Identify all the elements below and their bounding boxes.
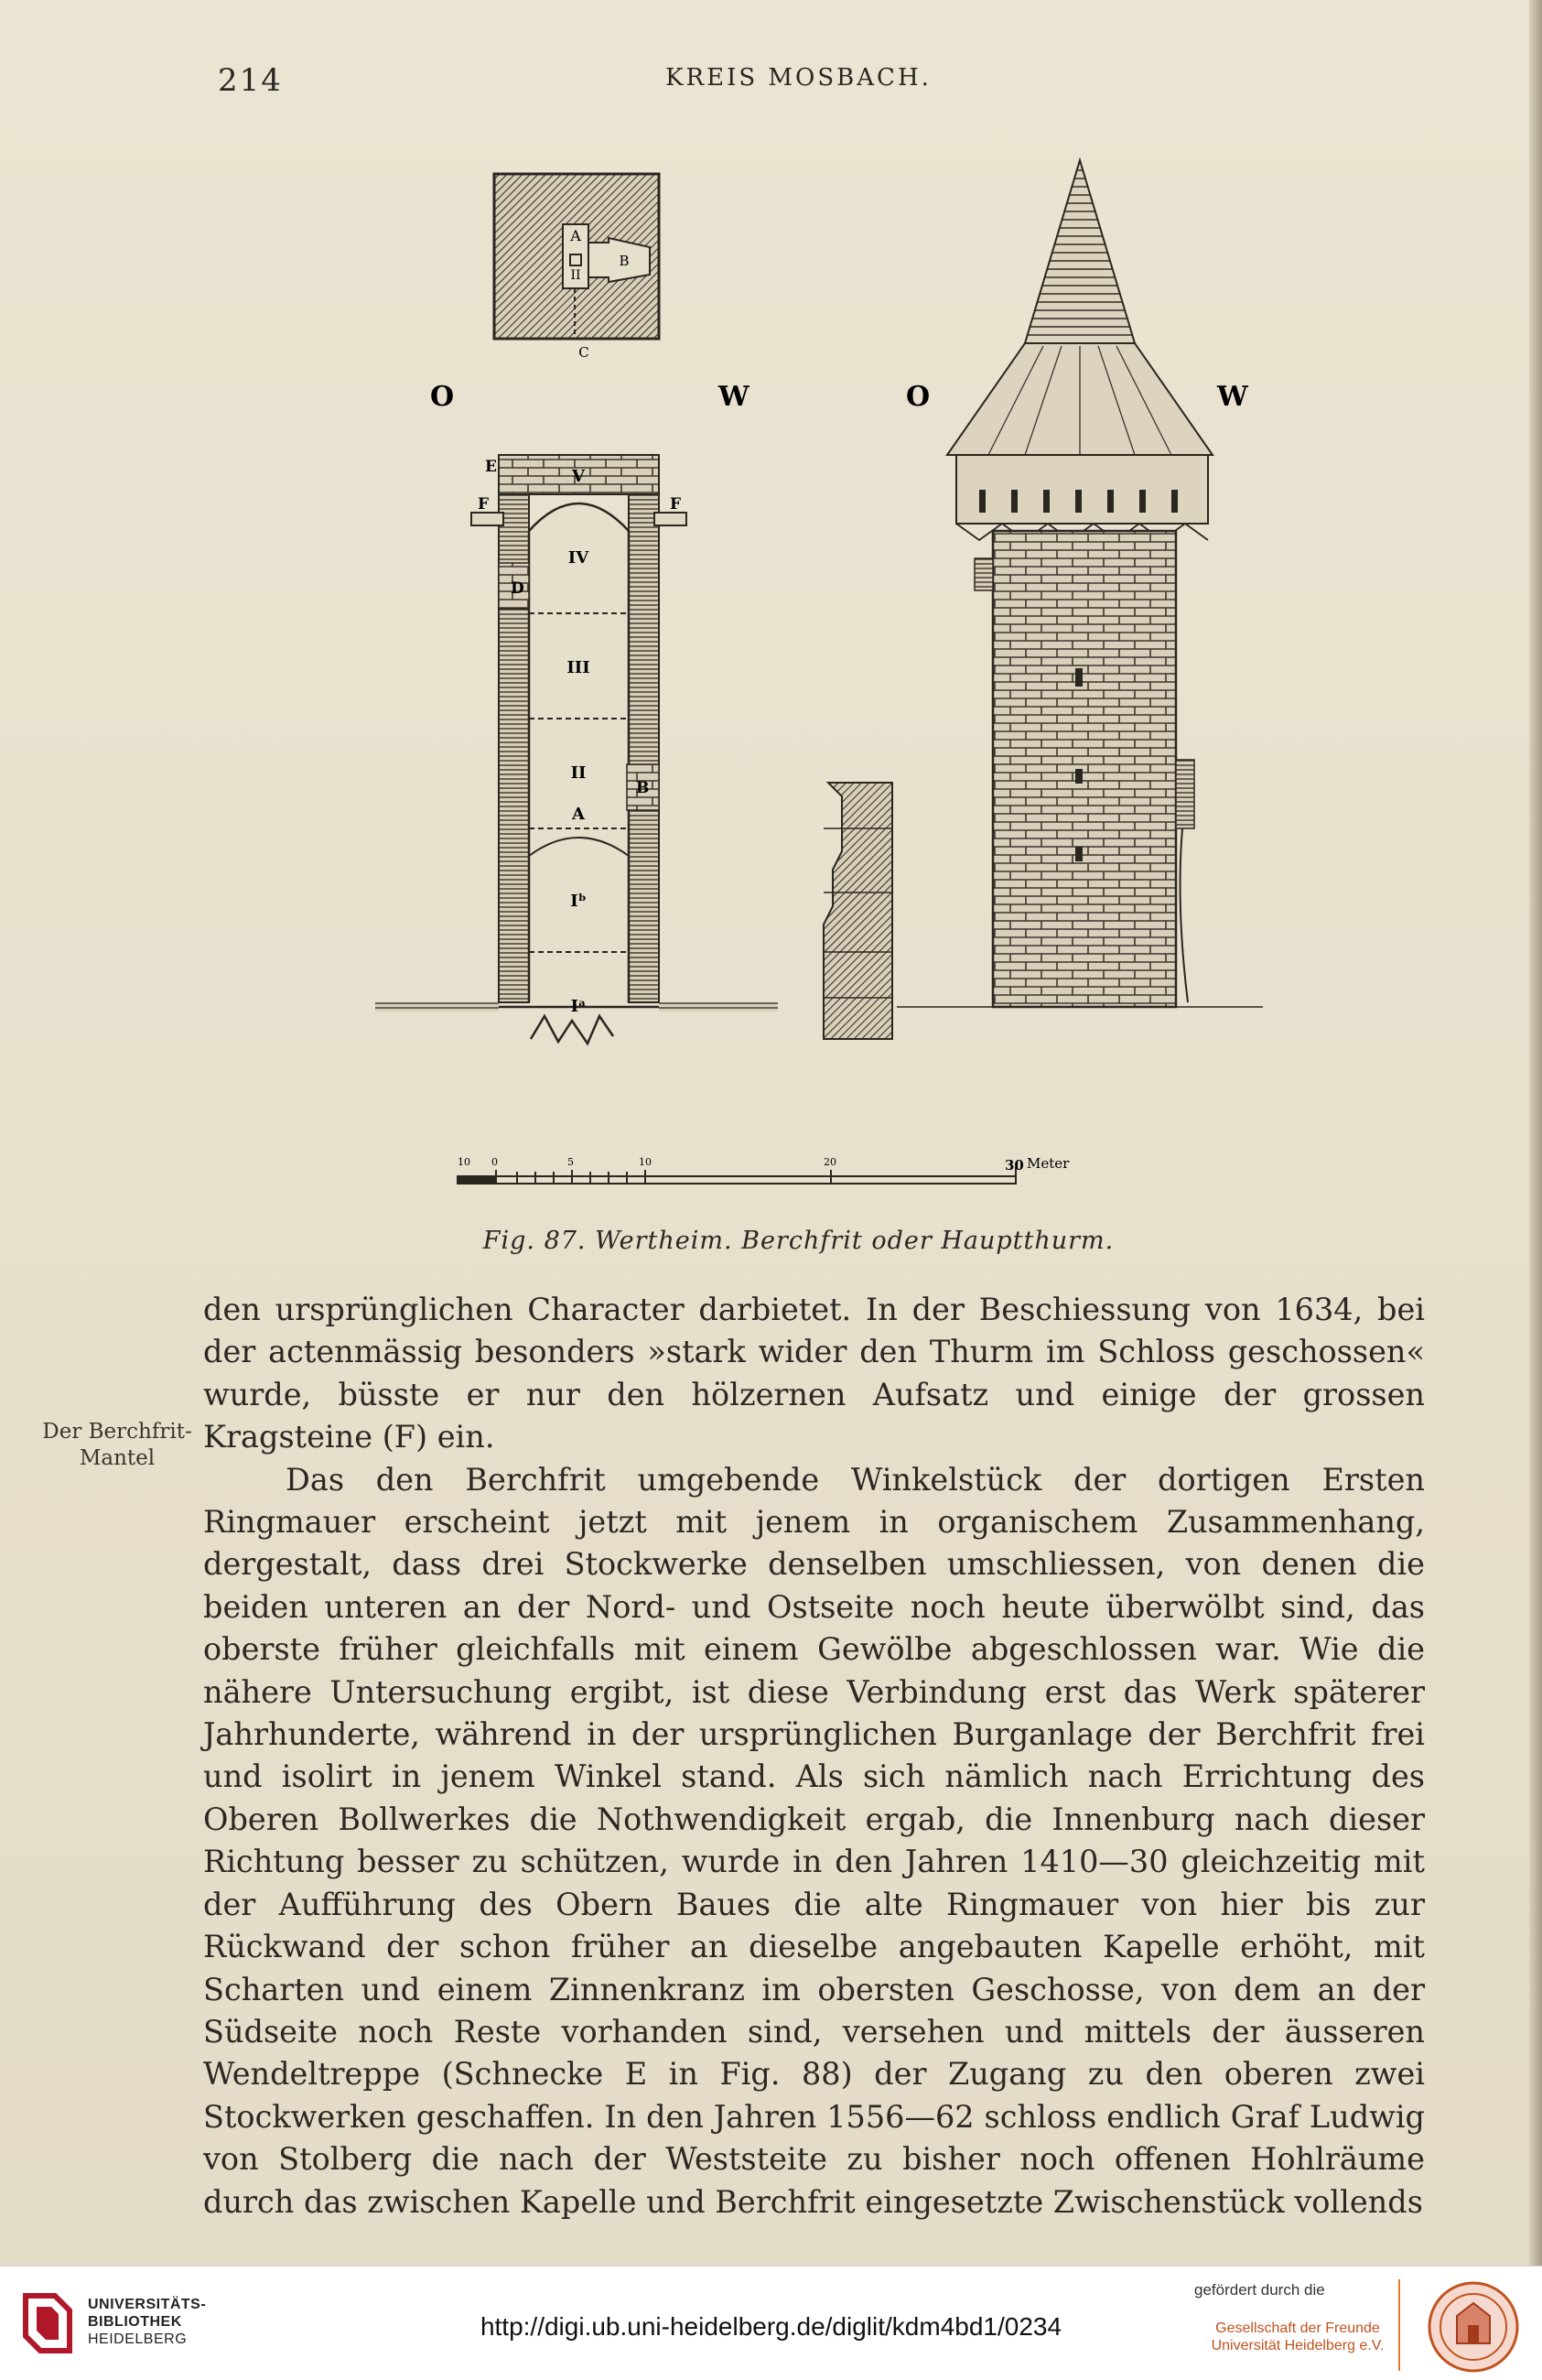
paragraph-1: den ursprünglichen Character darbietet. In der Beschiessung von 1634, bei der actenmässig besonders »stark wider den Thurm im Schloss geschossen« wurde, büsste er nur den hölzernen Aufsatz und einige der grossen Kragsteine (F) ein.: [203, 1292, 1425, 1455]
footer-bar: [0, 2266, 1542, 2380]
sponsor-name[interactable]: [1197, 2320, 1398, 2354]
section-letter-d: D: [511, 579, 524, 598]
sponsor-line-1: Gesellschaft der Freunde: [1215, 2320, 1380, 2336]
page-edge-shadow: [1529, 0, 1542, 2266]
scale-bar: [458, 1155, 1070, 1184]
wall-fragment: [824, 783, 892, 1039]
floor-plan: [494, 174, 659, 361]
floor-label-ia: Iᵃ: [570, 997, 587, 1016]
tower-elevation: [897, 160, 1263, 1007]
scale-tick-30: 30: [1005, 1157, 1024, 1174]
library-name-line-3: HEIDELBERG: [88, 2331, 188, 2347]
floor-label-iii: III: [566, 658, 590, 677]
orientation-w-right: W: [1217, 381, 1248, 413]
floor-label-ii: II: [570, 763, 587, 783]
section-letter-b: B: [636, 779, 650, 797]
running-title: KREIS MOSBACH.: [665, 64, 932, 92]
margin-note: [35, 1419, 199, 1472]
scale-tick-20: 20: [824, 1156, 836, 1168]
section-letter-e: E: [485, 458, 497, 476]
library-name-line-1: UNIVERSITÄTS-: [88, 2297, 207, 2312]
tower-section: [375, 455, 778, 1044]
floor-label-a: A: [572, 805, 585, 824]
floor-label-ib: Iᵇ: [570, 892, 587, 911]
permalink-link[interactable]: http://digi.ub.uni-heidelberg.de/diglit/kdm4bd1/0234: [480, 2312, 1062, 2341]
scale-tick-0: 0: [491, 1156, 498, 1168]
floor-label-v: V: [572, 467, 585, 486]
paragraph-2: Das den Berchfrit umgebende Winkelstück der dortigen Ersten Ringmauer erscheint jetzt mit jenem in organischem Zusammenhang, dergestalt, dass drei Stockwerke denselben umschliessen, von denen die beiden unteren an der Nord- und Ostseite noch heute überwölbt sind, das oberste früher gleichfalls mit einem Gewölbe abgeschlossen war. Wie die nähere Untersuchung ergibt, ist diese Verbindung erst das Werk späterer Jahrhunderte, während in der ursprünglichen Burganlage der Berchfrit frei und isolirt in jenem Winkel stand. Als sich nämlich nach Errichtung des Oberen Bollwerkes die Nothwendigkeit ergab, die Innenburg nach dieser Richtung besser zu schützen, wurde in den Jahren 1410—30 gleichzeitig mit der Aufführung des Obern Baues die alte Ringmauer von hier bis zur Rückwand der schon früher an dieselbe angebauten Kapelle erhöht, mit Scharten und einem Zinnenkranz im obersten Geschosse, von dem an der Südseite noch Reste vorhanden sind, versehen und mittels der äusseren Wendeltreppe (Schnecke E in Fig. 88) der Zugang zu den oberen zwei Stockwerken geschaffen. In den Jahren 1556—62 schloss endlich Graf Ludwig von Stolberg die nach der Weststeite zu bisher noch offenen Hohlräume durch das zwischen Kapelle und Berchfrit eingesetzte Zwischenstück vollends: [203, 1461, 1425, 2220]
floor-label-iv: IV: [567, 548, 589, 568]
plan-label-b: B: [619, 253, 630, 269]
scale-tick-10-neg: 10: [458, 1156, 470, 1168]
orientation-o-left: O: [430, 381, 455, 413]
plan-label-c: C: [578, 344, 589, 361]
margin-note-line-1: Der Berchfrit-: [42, 1420, 192, 1444]
scale-unit: Meter: [1027, 1155, 1070, 1172]
library-name-line-2: BIBLIOTHEK: [88, 2314, 182, 2330]
section-letter-f-left: F: [478, 495, 490, 514]
plan-label-a: A: [570, 227, 581, 244]
orientation-w-left: W: [718, 381, 749, 413]
tower-figure: [348, 146, 1318, 1245]
orientation-o-right: O: [906, 381, 931, 413]
figure-caption: Fig. 87. Wertheim. Berchfrit oder Hauptthurm.: [482, 1227, 1115, 1255]
body-text: [203, 1289, 1425, 2223]
page-number: 214: [218, 62, 283, 99]
university-seal-icon: [1426, 2279, 1521, 2375]
footer-divider: [1398, 2279, 1400, 2371]
scale-tick-10: 10: [639, 1156, 652, 1168]
sponsor-label: gefördert durch die: [1194, 2281, 1325, 2299]
scale-tick-5: 5: [567, 1156, 574, 1168]
sponsor-line-2: Universität Heidelberg e.V.: [1211, 2338, 1385, 2353]
plan-label-h: II: [570, 268, 581, 283]
margin-note-line-2: Mantel: [79, 1446, 156, 1470]
section-letter-f-right: F: [670, 495, 682, 514]
